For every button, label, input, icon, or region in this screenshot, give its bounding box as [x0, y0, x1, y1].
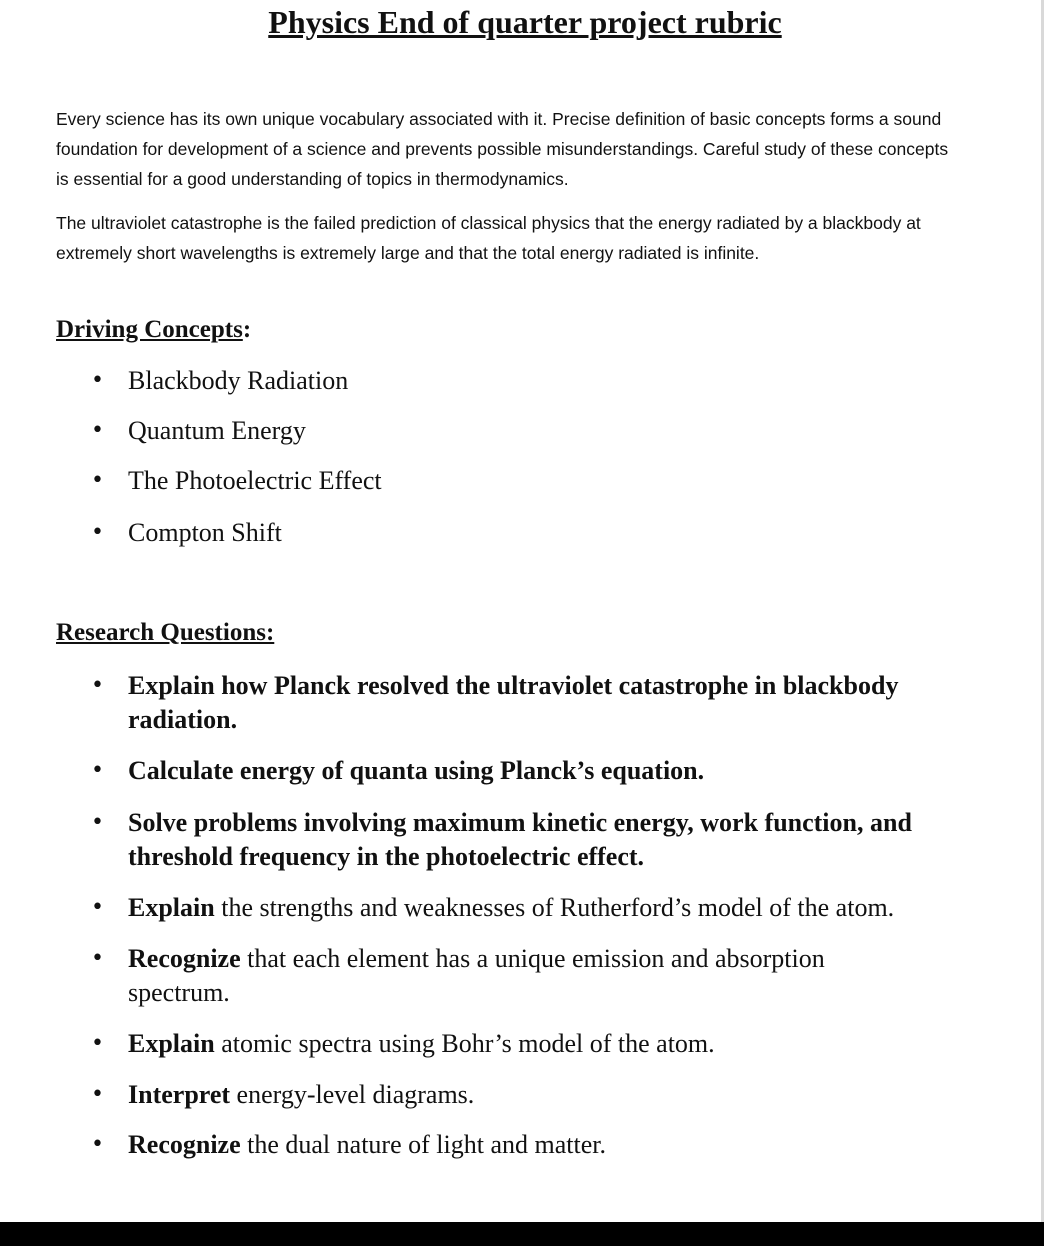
- bullet-icon: •: [91, 946, 104, 971]
- bullet-icon: •: [91, 1031, 104, 1056]
- intro-paragraph-vocabulary: Every science has its own unique vocabulary associated with it. Precise definition of basic concepts forms a sound foundation for development of a science and prevents possible misunderstandings. Careful study of these concepts is essential for a good understanding of topics in thermodynamics.: [56, 109, 949, 189]
- question-photoelectric-problems: Solve problems involving maximum kinetic energy, work function, and threshold frequency in the photoelectric effect.: [128, 808, 912, 871]
- bullet-icon: •: [91, 673, 104, 698]
- bullet-icon: •: [91, 758, 104, 783]
- concept-compton-shift: Compton Shift: [128, 518, 282, 547]
- question-quanta-energy: Calculate energy of quanta using Planck’s equation.: [128, 756, 705, 785]
- question-bohr-model: Explain atomic spectra using Bohr’s model of the atom.: [128, 1029, 715, 1058]
- document-title: Physics End of quarter project rubric: [268, 4, 782, 40]
- bullet-icon: •: [91, 418, 104, 443]
- question-emission-spectrum: Recognize that each element has a unique emission and absorption spectrum.: [128, 944, 825, 1007]
- research-questions-heading-text: Research Questions:: [56, 619, 275, 646]
- intro-paragraph-ultraviolet: The ultraviolet catastrophe is the failed prediction of classical physics that the energy radiated by a blackbody at extremely short wavelengths is extremely large and that the total energy radiated is infinite.: [56, 213, 921, 263]
- driving-concepts-heading-colon: :: [242, 316, 252, 343]
- bullet-icon: •: [91, 1082, 104, 1107]
- concept-blackbody-radiation: Blackbody Radiation: [128, 366, 349, 395]
- bullet-icon: •: [91, 468, 104, 493]
- research-questions-heading: [56, 617, 274, 649]
- bottom-black-bar: [0, 1222, 1044, 1246]
- driving-concepts-heading-text: Driving Concepts: [56, 316, 243, 343]
- bullet-icon: •: [91, 895, 104, 920]
- question-dual-nature: Recognize the dual nature of light and matter.: [128, 1130, 606, 1159]
- bullet-icon: •: [91, 810, 104, 835]
- bullet-icon: •: [91, 368, 104, 393]
- question-planck-catastrophe: Explain how Planck resolved the ultraviolet catastrophe in blackbody radiation.: [128, 671, 899, 734]
- bullet-icon: •: [91, 520, 104, 545]
- question-rutherford-model: Explain the strengths and weaknesses of Rutherford’s model of the atom.: [128, 893, 895, 922]
- driving-concepts-heading: [56, 314, 251, 346]
- bullet-icon: •: [91, 1132, 104, 1157]
- question-energy-level-diagrams: Interpret energy-level diagrams.: [128, 1080, 475, 1109]
- concept-quantum-energy: Quantum Energy: [128, 416, 306, 445]
- concept-photoelectric-effect: The Photoelectric Effect: [128, 466, 382, 495]
